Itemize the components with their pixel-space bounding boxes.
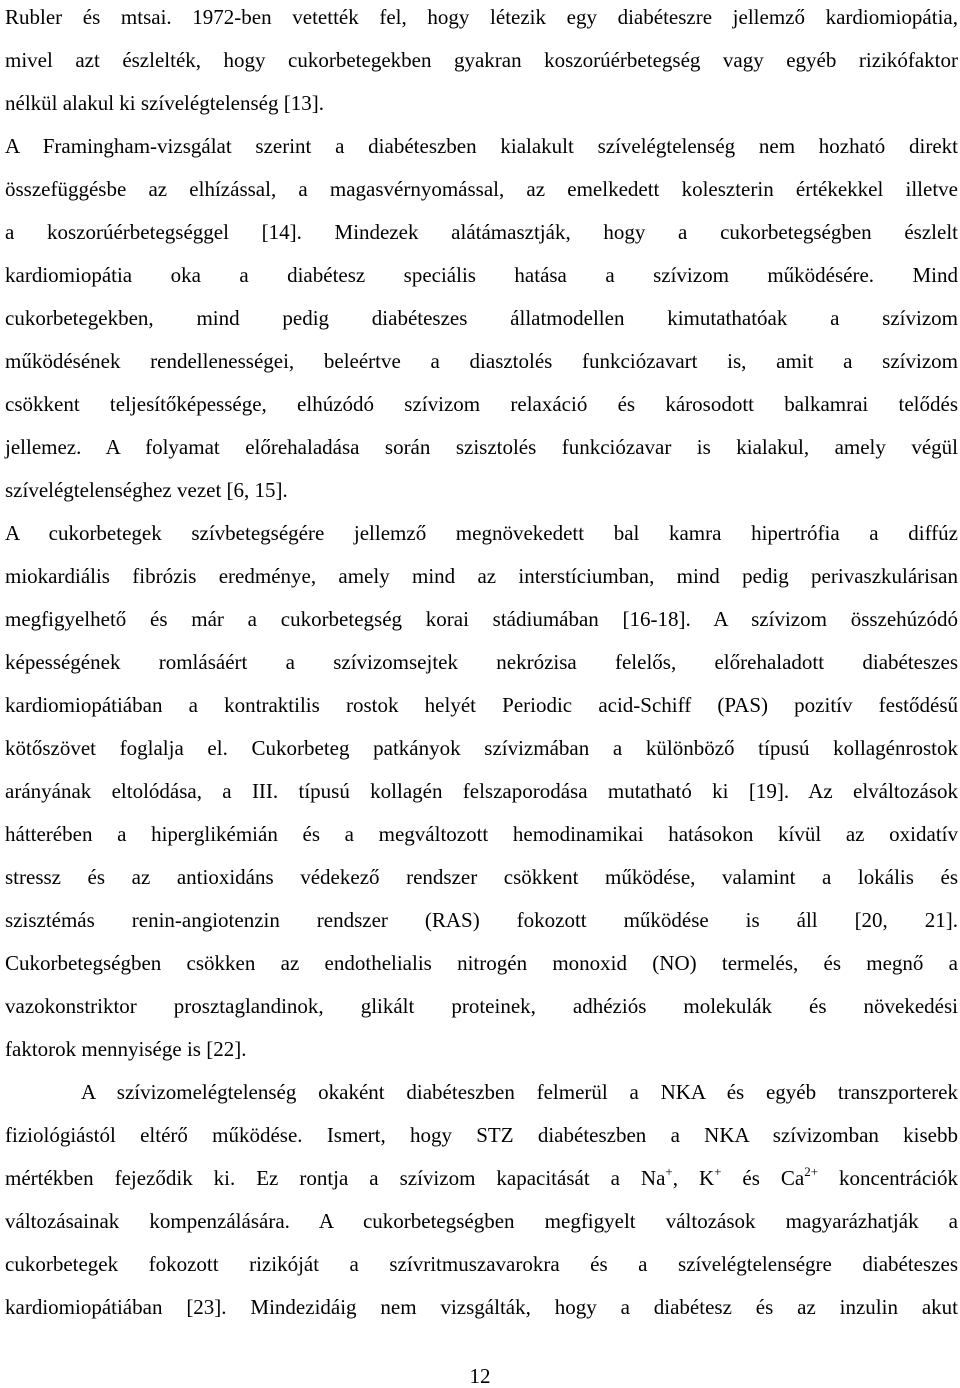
text-line: Cukorbetegségben csökken az endothelialis nitrogén monoxid (NO) termelés, és megnő a [5,951,958,975]
text-segment: , K [672,1166,715,1190]
text-line: A Framingham-vizsgálat szerint a diabéteszben kialakult szívelégtelenség nem hozható direkt [5,134,958,158]
text-line [5,1163,958,1193]
text-line: faktorok mennyisége is [22]. [5,1037,247,1061]
superscript: 2+ [804,1164,819,1179]
text-line: stressz és az antioxidáns védekező rendszer csökkent működése, valamint a lokális és [5,865,958,889]
text-line: A szívizomelégtelenség okaként diabéteszben felmerül a NKA és egyéb transzporterek [81,1080,958,1104]
text-line: a koszorúérbetegséggel [14]. Mindezek alátámasztják, hogy a cukorbetegségben észlelt [5,220,958,244]
text-line: vazokonstriktor prosztaglandinok, glikált proteinek, adhéziós molekulák és növekedési [5,994,958,1018]
text-line: fiziológiástól eltérő működése. Ismert, hogy STZ diabéteszben a NKA szívizomban kisebb [5,1123,958,1147]
text-line: kardiomiopátiában [23]. Mindezidáig nem vizsgálták, hogy a diabétesz és az inzulin akut [5,1295,958,1319]
text-line: miokardiális fibrózis eredménye, amely mind az interstíciumban, mind pedig perivaszkulárisan [5,564,958,588]
text-line: Rubler és mtsai. 1972-ben vetették fel, hogy létezik egy diabéteszre jellemző kardiomiopátia, [5,5,958,29]
text-segment: koncentrációk [818,1166,958,1190]
text-line: változásainak kompenzálására. A cukorbetegségben megfigyelt változások magyarázhatják a [5,1209,958,1233]
text-line: összefüggésbe az elhízással, a magasvérnyomással, az emelkedett koleszterin értékekkel illetve [5,177,958,201]
text-line: hátterében a hiperglikémián és a megváltozott hemodinamikai hatásokon kívül az oxidatív [5,822,958,846]
text-line: működésének rendellenességei, beleértve a diasztolés funkciózavart is, amit a szívizom [5,349,958,373]
text-line: kardiomiopátia oka a diabétesz speciális hatása a szívizom működésére. Mind [5,263,958,287]
text-line: jellemez. A folyamat előrehaladása során szisztolés funkciózavar is kialakul, amely végül [5,435,958,459]
text-line: cukorbetegek fokozott rizikóját a szívritmuszavarokra és a szívelégtelenségre diabéteszes [5,1252,958,1276]
text-line: arányának eltolódása, a III. típusú kollagén felszaporodása mutatható ki [19]. Az elváltozások [5,779,958,803]
text-line: mivel azt észlelték, hogy cukorbetegekben gyakran koszorúérbetegség vagy egyéb rizikófaktor [5,48,958,72]
text-line: cukorbetegekben, mind pedig diabéteszes állatmodellen kimutathatóak a szívizom [5,306,958,330]
text-segment: mértékben fejeződik ki. Ez rontja a szívizom kapacitását a Na [5,1166,666,1190]
superscript: + [714,1164,722,1179]
text-line: kardiomiopátiában a kontraktilis rostok helyét Periodic acid-Schiff (PAS) pozitív festődésű [5,693,958,717]
text-line: A cukorbetegek szívbetegségére jellemző megnövekedett bal kamra hipertrófia a diffúz [5,521,958,545]
text-line: megfigyelhető és már a cukorbetegség korai stádiumában [16-18]. A szívizom összehúzódó [5,607,958,631]
page-number: 12 [469,1364,491,1388]
text-line: csökkent teljesítőképessége, elhúzódó szívizom relaxáció és károsodott balkamrai telődés [5,392,958,416]
text-line: kötőszövet foglalja el. Cukorbeteg patkányok szívizmában a különböző típusú kollagénrostok [5,736,958,760]
text-line: képességének romlásáért a szívizomsejtek nekrózisa felelős, előrehaladott diabéteszes [5,650,958,674]
text-line: szisztémás renin-angiotenzin rendszer (RAS) fokozott működése is áll [20, 21]. [5,908,958,932]
text-line: szívelégtelenséghez vezet [6, 15]. [5,478,288,502]
superscript: + [665,1164,673,1179]
text-line: nélkül alakul ki szívelégtelenség [13]. [5,91,324,115]
text-segment: és Ca [721,1166,805,1190]
